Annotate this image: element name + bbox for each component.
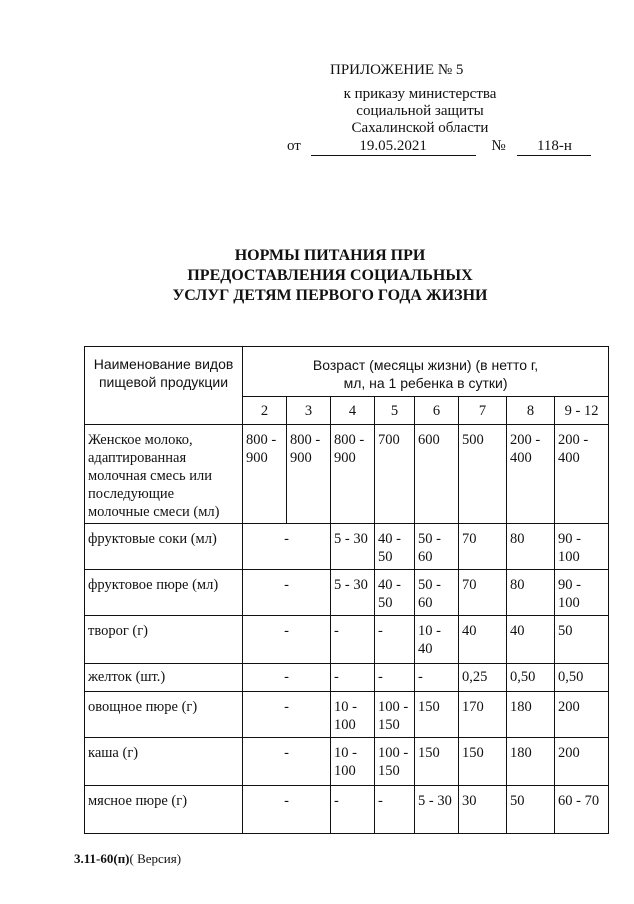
value-cell: 5 - 30 — [331, 524, 375, 570]
appendix-date-row — [287, 138, 587, 156]
order-date: 19.05.2021 — [311, 138, 476, 156]
value-cell: - — [243, 616, 331, 664]
column-header-product: Наименование видов пищевой продукции — [85, 347, 243, 425]
appendix-line-1: к приказу министерства — [343, 86, 497, 102]
title-line-3: УСЛУГ ДЕТЯМ ПЕРВОГО ГОДА ЖИЗНИ — [172, 287, 488, 304]
product-name: овощное пюре (г) — [85, 692, 243, 738]
value-cell: 50 - 60 — [415, 524, 459, 570]
document-title — [130, 246, 530, 306]
value-cell: 30 — [459, 786, 507, 834]
value-cell: 60 - 70 — [555, 786, 609, 834]
value-cell: 5 - 30 — [331, 570, 375, 616]
value-cell: 100 - 150 — [375, 692, 415, 738]
month-header: 8 — [507, 397, 555, 425]
product-name: мясное пюре (г) — [85, 786, 243, 834]
document-code: 3.11-60(п) — [74, 851, 130, 866]
product-name: Женское молоко, адаптированная молочная смесь или последующие молочные смеси (мл) — [85, 425, 243, 524]
value-cell: - — [243, 786, 331, 834]
value-cell: - — [375, 616, 415, 664]
title-line-2: ПРЕДОСТАВЛЕНИЯ СОЦИАЛЬНЫХ — [187, 267, 473, 284]
value-cell: 0,50 — [555, 664, 609, 692]
table-row — [85, 738, 609, 786]
value-cell: - — [243, 524, 331, 570]
table-row — [85, 425, 609, 524]
table-row — [85, 524, 609, 570]
month-header: 3 — [287, 397, 331, 425]
value-cell: 40 — [507, 616, 555, 664]
value-cell: 50 — [507, 786, 555, 834]
appendix-title — [330, 62, 530, 79]
product-name: фруктовое пюре (мл) — [85, 570, 243, 616]
product-name: фруктовые соки (мл) — [85, 524, 243, 570]
value-cell: - — [243, 692, 331, 738]
month-header: 7 — [459, 397, 507, 425]
value-cell: 70 — [459, 524, 507, 570]
value-cell: 90 - 100 — [555, 524, 609, 570]
from-label: от — [287, 138, 301, 154]
value-cell: 180 — [507, 692, 555, 738]
value-cell: 200 - 400 — [555, 425, 609, 524]
month-header: 5 — [375, 397, 415, 425]
value-cell: 40 - 50 — [375, 524, 415, 570]
appendix-line-3: Сахалинской области — [351, 120, 489, 136]
value-cell: 50 — [555, 616, 609, 664]
value-cell: 150 — [459, 738, 507, 786]
document-version: ( Версия) — [129, 851, 182, 866]
value-cell: 0,25 — [459, 664, 507, 692]
value-cell: 0,50 — [507, 664, 555, 692]
value-cell: 800 - 900 — [331, 425, 375, 524]
table-row — [85, 692, 609, 738]
value-cell: 10 - 40 — [415, 616, 459, 664]
appendix-title-text: ПРИЛОЖЕНИЕ № 5 — [330, 62, 464, 78]
value-cell: - — [331, 616, 375, 664]
value-cell: 150 — [415, 738, 459, 786]
appendix-reference — [320, 86, 520, 137]
value-cell: 80 — [507, 570, 555, 616]
table-header-row — [85, 347, 609, 397]
document-footer — [74, 851, 181, 867]
month-header: 6 — [415, 397, 459, 425]
value-cell: - — [243, 570, 331, 616]
order-number: 118-н — [517, 138, 591, 156]
value-cell: 500 — [459, 425, 507, 524]
value-cell: 100 - 150 — [375, 738, 415, 786]
number-label: № — [491, 138, 506, 154]
value-cell: - — [415, 664, 459, 692]
value-cell: - — [375, 664, 415, 692]
month-header: 4 — [331, 397, 375, 425]
value-cell: 170 — [459, 692, 507, 738]
month-header: 9 - 12 — [555, 397, 609, 425]
value-cell: 50 - 60 — [415, 570, 459, 616]
value-cell: 80 — [507, 524, 555, 570]
value-cell: 10 - 100 — [331, 692, 375, 738]
value-cell: 800 - 900 — [243, 425, 287, 524]
nutrition-norms-table — [84, 346, 609, 834]
value-cell: - — [331, 786, 375, 834]
value-cell: 180 — [507, 738, 555, 786]
value-cell: 800 - 900 — [287, 425, 331, 524]
value-cell: 90 - 100 — [555, 570, 609, 616]
value-cell: - — [331, 664, 375, 692]
value-cell: - — [243, 664, 331, 692]
value-cell: 200 — [555, 692, 609, 738]
title-line-1: НОРМЫ ПИТАНИЯ ПРИ — [234, 247, 426, 264]
table-row — [85, 570, 609, 616]
value-cell: 40 - 50 — [375, 570, 415, 616]
value-cell: 700 — [375, 425, 415, 524]
value-cell: 10 - 100 — [331, 738, 375, 786]
value-cell: 40 — [459, 616, 507, 664]
value-cell: 150 — [415, 692, 459, 738]
value-cell: 200 — [555, 738, 609, 786]
appendix-line-2: социальной защиты — [356, 103, 484, 119]
value-cell: 600 — [415, 425, 459, 524]
month-header: 2 — [243, 397, 287, 425]
value-cell: 200 - 400 — [507, 425, 555, 524]
value-cell: 70 — [459, 570, 507, 616]
product-name: каша (г) — [85, 738, 243, 786]
table-row — [85, 616, 609, 664]
value-cell: - — [243, 738, 331, 786]
table-row — [85, 664, 609, 692]
column-header-age: Возраст (месяцы жизни) (в нетто г, мл, на 1 ребенка в сутки) — [243, 347, 609, 397]
product-name: творог (г) — [85, 616, 243, 664]
value-cell: 5 - 30 — [415, 786, 459, 834]
value-cell: - — [375, 786, 415, 834]
table-row — [85, 786, 609, 834]
product-name: желток (шт.) — [85, 664, 243, 692]
